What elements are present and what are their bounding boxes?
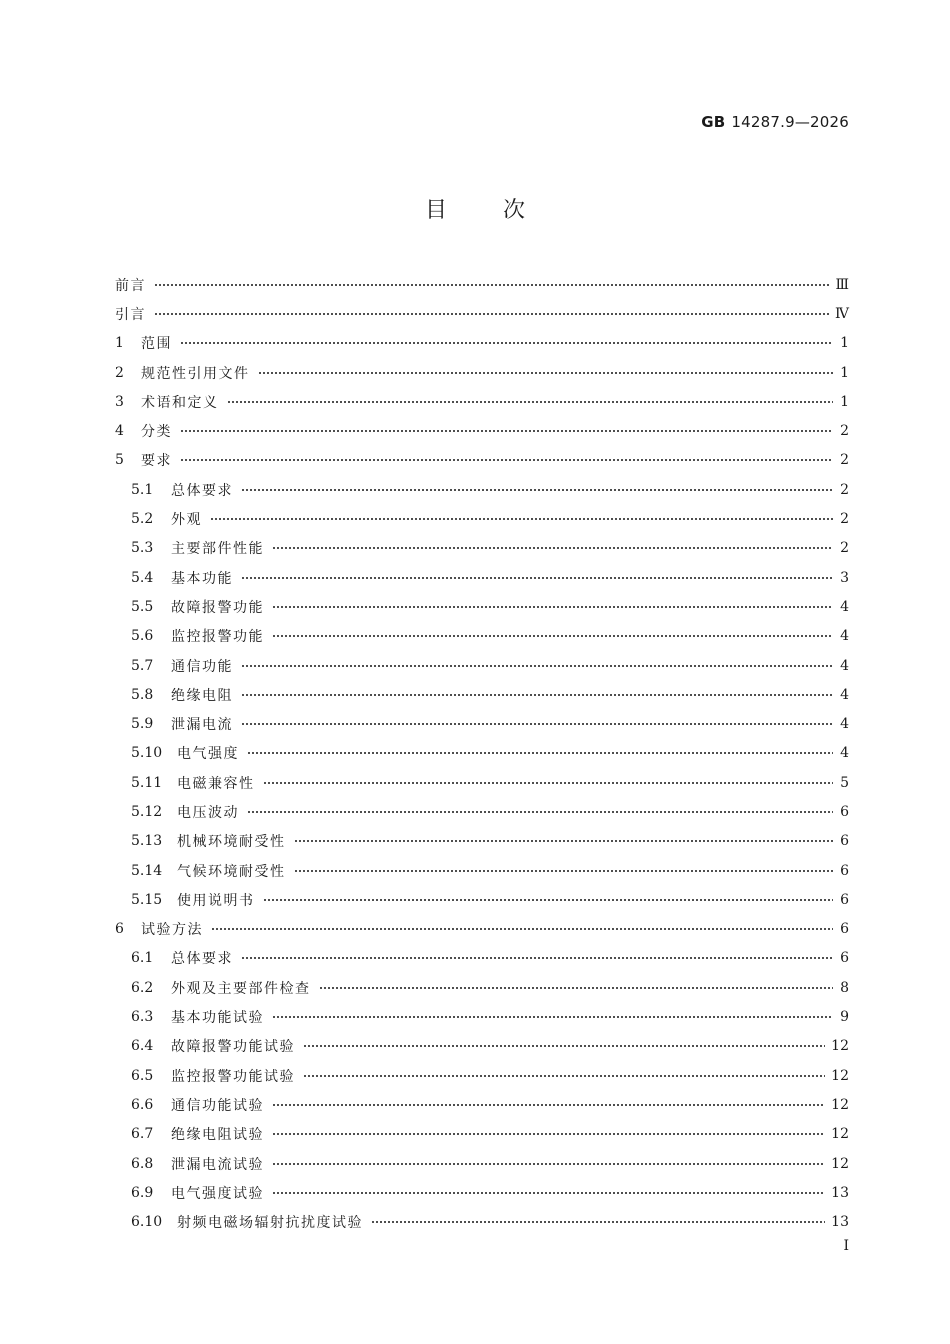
toc-entry-page: 4: [840, 598, 849, 615]
toc-entry-page: 5: [840, 774, 849, 791]
dot-leader: [294, 839, 834, 843]
toc-entry[interactable]: [115, 270, 849, 299]
toc-entry-label: 监控报警功能试验: [171, 1068, 295, 1085]
dot-leader: [241, 722, 833, 726]
dot-leader: [263, 781, 834, 785]
toc-entry-label: 故障报警功能试验: [171, 1039, 295, 1056]
dot-leader: [272, 1015, 833, 1019]
dot-leader: [154, 283, 829, 287]
standard-number: 14287.9—2026: [731, 113, 849, 131]
dot-leader: [227, 400, 834, 404]
dot-leader: [241, 664, 833, 668]
toc-entry-label: 使用说明书: [177, 892, 255, 909]
toc-entry-label: 机械环境耐受性: [177, 834, 286, 851]
toc-entry-number: 4: [115, 423, 124, 440]
toc-entry[interactable]: [115, 387, 849, 416]
dot-leader: [211, 927, 833, 931]
toc-entry-number: 3: [115, 393, 124, 410]
toc-entry[interactable]: [115, 885, 849, 914]
toc-entry[interactable]: [115, 1178, 849, 1207]
dot-leader: [210, 517, 833, 521]
standard-code: [701, 113, 849, 131]
toc-entry-label: 总体要求: [171, 482, 233, 499]
toc-entry-page: 4: [840, 745, 849, 762]
toc-entry-page: 12: [831, 1096, 849, 1113]
toc-entry[interactable]: [115, 944, 849, 973]
toc-entry-page: 12: [831, 1067, 849, 1084]
toc-entry-label: 引言: [115, 306, 146, 323]
toc-entry-page: 12: [831, 1126, 849, 1143]
toc-entry-number: 6.10: [131, 1214, 163, 1231]
toc-entry-page: 1: [840, 393, 849, 410]
toc-entry-page: 6: [840, 950, 849, 967]
toc-entry[interactable]: [115, 329, 849, 358]
toc-entry-label: 基本功能: [171, 570, 233, 587]
toc-entry-label: 绝缘电阻试验: [171, 1127, 264, 1144]
toc-entry-number: 6.1: [131, 950, 154, 967]
toc-entry-number: 6.9: [131, 1184, 154, 1201]
toc-entry-page: 4: [840, 628, 849, 645]
toc-entry-number: 5.4: [131, 569, 154, 586]
toc-entry-page: 13: [831, 1214, 849, 1231]
toc-entry-label: 通信功能: [171, 658, 233, 675]
toc-entry-page: 9: [840, 1009, 849, 1026]
toc-entry-number: 5.9: [131, 716, 154, 733]
dot-leader: [272, 1103, 825, 1107]
dot-leader: [247, 810, 833, 814]
toc-entry[interactable]: [115, 416, 849, 445]
dot-leader: [272, 1191, 825, 1195]
toc-entry-label: 故障报警功能: [171, 599, 264, 616]
toc-entry-number: 5.12: [131, 803, 163, 820]
toc-entry[interactable]: [115, 680, 849, 709]
toc-entry-number: 5: [115, 452, 124, 469]
toc-entry-number: 5.10: [131, 745, 163, 762]
toc-entry-number: 5.8: [131, 686, 154, 703]
toc-entry[interactable]: [115, 651, 849, 680]
toc-entry-number: 1: [115, 335, 124, 352]
toc-entry-page: Ⅳ: [835, 305, 849, 322]
toc-entry-label: 泄漏电流: [171, 717, 233, 734]
toc-entry-number: 6: [115, 921, 124, 938]
toc-entry-page: 2: [840, 423, 849, 440]
toc-entry-label: 范围: [141, 336, 172, 353]
toc-entry-number: 6.5: [131, 1067, 154, 1084]
toc-entry-label: 外观: [171, 512, 202, 529]
toc-entry[interactable]: [115, 358, 849, 387]
toc-entry[interactable]: [115, 856, 849, 885]
dot-leader: [303, 1074, 825, 1078]
dot-leader: [241, 693, 833, 697]
toc-entry[interactable]: [115, 1061, 849, 1090]
toc-entry-label: 监控报警功能: [171, 629, 264, 646]
toc-entry-page: 1: [840, 335, 849, 352]
toc-entry-number: 5.7: [131, 657, 154, 674]
toc-entry[interactable]: [115, 915, 849, 944]
toc-entry[interactable]: [115, 504, 849, 533]
dot-leader: [241, 576, 833, 580]
toc-entry-page: 2: [840, 481, 849, 498]
toc-entry-label: 分类: [141, 424, 172, 441]
toc-entry-label: 气候环境耐受性: [177, 863, 286, 880]
standard-prefix: GB: [701, 113, 726, 131]
toc-entry[interactable]: [115, 299, 849, 328]
dot-leader: [272, 605, 833, 609]
toc-entry[interactable]: [115, 446, 849, 475]
toc-entry-label: 规范性引用文件: [141, 365, 250, 382]
dot-leader: [272, 634, 833, 638]
toc-entry-label: 通信功能试验: [171, 1097, 264, 1114]
toc-entry-number: 5.2: [131, 511, 154, 528]
toc-entry-label: 射频电磁场辐射抗扰度试验: [177, 1215, 363, 1232]
page-title: 目次: [424, 198, 581, 223]
toc-entry-number: 6.3: [131, 1009, 154, 1026]
toc-entry[interactable]: [115, 622, 849, 651]
toc-entry[interactable]: [115, 1120, 849, 1149]
toc-entry[interactable]: [115, 475, 849, 504]
toc-entry[interactable]: [115, 709, 849, 738]
dot-leader: [258, 371, 834, 375]
toc-entry-page: Ⅲ: [835, 276, 849, 293]
toc-entry-label: 电气强度: [177, 746, 239, 763]
dot-leader: [247, 751, 833, 755]
toc-entry-number: 5.13: [131, 833, 163, 850]
toc-entry-label: 要求: [141, 453, 172, 470]
toc-entry-page: 4: [840, 686, 849, 703]
toc-entry-label: 基本功能试验: [171, 1010, 264, 1027]
toc-entry[interactable]: [115, 563, 849, 592]
dot-leader: [371, 1220, 825, 1224]
toc-entry-page: 2: [840, 452, 849, 469]
toc-entry-label: 泄漏电流试验: [171, 1156, 264, 1173]
toc-entry[interactable]: [115, 797, 849, 826]
dot-leader: [272, 546, 833, 550]
dot-leader: [180, 429, 833, 433]
dot-leader: [303, 1044, 825, 1048]
toc-entry-page: 6: [840, 891, 849, 908]
table-of-contents: [115, 270, 849, 1237]
toc-entry[interactable]: [115, 592, 849, 621]
toc-entry-label: 电气强度试验: [171, 1185, 264, 1202]
toc-entry-number: 6.4: [131, 1038, 154, 1055]
toc-entry[interactable]: [115, 1090, 849, 1119]
toc-entry-page: 2: [840, 511, 849, 528]
toc-entry-page: 4: [840, 716, 849, 733]
dot-leader: [294, 869, 834, 873]
toc-entry-label: 电压波动: [177, 804, 239, 821]
toc-entry-number: 5.11: [131, 774, 163, 791]
toc-entry-page: 12: [831, 1038, 849, 1055]
toc-entry-page: 6: [840, 833, 849, 850]
dot-leader: [241, 488, 833, 492]
toc-entry-page: 6: [840, 803, 849, 820]
dot-leader: [272, 1132, 825, 1136]
toc-entry-number: 6.7: [131, 1126, 154, 1143]
toc-entry-label: 主要部件性能: [171, 541, 264, 558]
toc-entry[interactable]: [115, 739, 849, 768]
toc-entry[interactable]: [115, 768, 849, 797]
toc-entry-number: 5.6: [131, 628, 154, 645]
dot-leader: [180, 458, 833, 462]
toc-entry-number: 2: [115, 364, 124, 381]
toc-entry-number: 5.3: [131, 540, 154, 557]
toc-entry-number: 6.8: [131, 1155, 154, 1172]
toc-entry-number: 5.1: [131, 481, 154, 498]
toc-entry[interactable]: [115, 973, 849, 1002]
toc-entry[interactable]: [115, 534, 849, 563]
dot-leader: [180, 341, 833, 345]
toc-entry[interactable]: [115, 827, 849, 856]
dot-leader: [241, 956, 833, 960]
toc-entry-label: 绝缘电阻: [171, 687, 233, 704]
toc-entry-page: 3: [840, 569, 849, 586]
toc-entry-page: 6: [840, 862, 849, 879]
dot-leader: [154, 312, 829, 316]
toc-entry[interactable]: [115, 1002, 849, 1031]
toc-entry-number: 6.2: [131, 979, 154, 996]
toc-entry-number: 6.6: [131, 1096, 154, 1113]
toc-entry-label: 电磁兼容性: [177, 775, 255, 792]
toc-entry-page: 4: [840, 657, 849, 674]
toc-entry-page: 8: [840, 979, 849, 996]
toc-entry[interactable]: [115, 1032, 849, 1061]
toc-entry-number: 5.14: [131, 862, 163, 879]
dot-leader: [263, 898, 834, 902]
toc-entry-label: 前言: [115, 277, 146, 294]
toc-entry-number: 5.5: [131, 598, 154, 615]
toc-entry-label: 试验方法: [141, 922, 203, 939]
toc-entry[interactable]: [115, 1208, 849, 1237]
toc-entry-page: 6: [840, 921, 849, 938]
page-number: I: [843, 1238, 849, 1254]
toc-entry-label: 外观及主要部件检查: [171, 980, 311, 997]
toc-entry-label: 术语和定义: [141, 394, 219, 411]
toc-entry-page: 12: [831, 1155, 849, 1172]
dot-leader: [319, 986, 834, 990]
toc-entry-page: 2: [840, 540, 849, 557]
toc-entry-number: 5.15: [131, 891, 163, 908]
dot-leader: [272, 1162, 825, 1166]
toc-entry-page: 13: [831, 1184, 849, 1201]
toc-entry-page: 1: [840, 364, 849, 381]
toc-entry-label: 总体要求: [171, 951, 233, 968]
toc-entry[interactable]: [115, 1149, 849, 1178]
